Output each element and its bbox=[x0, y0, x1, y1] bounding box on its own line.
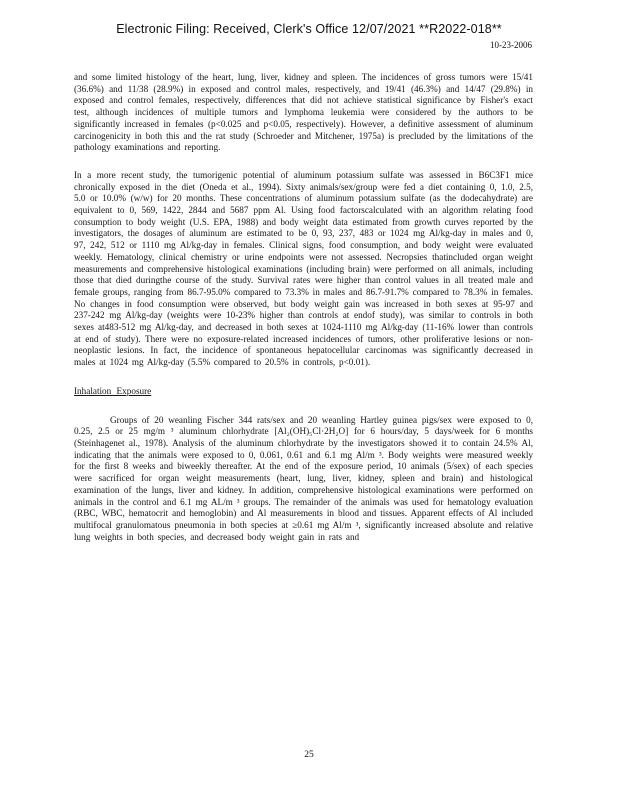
section-heading-inhalation: Inhalation Exposure bbox=[74, 385, 152, 396]
paragraph-mouse-study-continued: and some limited histology of the heart, lung, liver, kidney and spleen. The incidences of gross tumors were 15/41 (36.6%) and 11/38 (28.9%) in exposed and control males, respectively, and 19/41 (46.3%) and 14/47 (29.8%) in exposed and control females, respectively, differences that did not achieve statistical significance by Fisher's exact test, although incidences of multiple tumors and lymphoma leukemia were considered by the authors to be significantly increased in females (p<0.025 and p<0.05, respectively). However, a definitive assessment of aluminum carcinogenicity in both this and the rat study (Schroeder and Mitchener, 1975a) is precluded by the limitations of the pathology examinations and reporting. bbox=[74, 72, 533, 153]
page-number: 25 bbox=[304, 750, 314, 760]
paragraph-oneda-study: In a more recent study, the tumorigenic potential of aluminum potassium sulfate was assessed in B6C3F1 mice chronically exposed in the diet (Oneda et al., 1994). Sixty animals/sex/group were fed a diet containing 0, 1.0, 2.5, 5.0 or 10.0% (w/w) for 20 months. These concentrations of aluminum potassium sulfate (as the dodecahydrate) are equivalent to 0, 569, 1422, 2844 and 5687 ppm Al. Using food factorscalculated with an algorithm relating food consumption to body weight (U.S. EPA, 1988) and body weight data estimated from growth curves reported by the investigators, the dosages of aluminum are estimated to be 0, 93, 237, 483 or 1024 mg Al/kg-day in males and 0, 97, 242, 512 or 1110 mg Al/kg-day in females. Clinical signs, food consumption, and body weight were evaluated weekly. Hematology, clinical chemistry or urine endpoints were not assessed. Necropsies thatincluded organ weight measurements and comprehensive histological examinations (including brain) were performed on all animals, including those that died duringthe course of the study. Survival rates were higher than control values in all treated male and female groups, ranging from 86.7-95.0% compared to 73.3% in males and 86.7-91.7% compared to 78.3% in females. No changes in food consumption were observed, but body weight gain was increased in both sexes at 95-97 and 237-242 mg Al/kg-day (weights were 10-23% higher than controls at endof study), was similar to controls in both sexes at483-512 mg Al/kg-day, and decreased in both sexes at 1024-1110 mg Al/kg-day (11-16% lower than controls at end of study). There were no exposure-related increased incidences of tumors, other proliferative lesions or non-neoplastic lesions. In fact, the incidence of spontaneous hepatocellular carcinomas was significantly decreased in males at 1024 mg Al/kg-day (5.5% compared to 20.5% in controls, p<0.01). bbox=[74, 169, 533, 368]
document-date: 10-23-2006 bbox=[490, 40, 532, 50]
filing-header: Electronic Filing: Received, Clerk's Office 12/07/2021 **R2022-018** bbox=[116, 22, 502, 36]
paragraph-inhalation-study: Groups of 20 weanling Fischer 344 rats/sex and 20 weanling Hartley guinea pigs/sex were exposed to 0, 0.25, 2.5 or 25 mg/m ³ aluminum chlorhydrate [Al₂(OH)₅Cl·2H₂O] for 6 hours/day, 5 days/week for 6 months (Steinhagenet al., 1978). Analysis of the aluminum chlorhydrate by the investigators showed it to contain 24.5% Al, indicating that the animals were exposed to 0, 0.061, 0.61 and 6.1 mg Al/m ³. Body weights were measured weekly for the first 8 weeks and biweekly thereafter. At the end of the exposure period, 10 animals (5/sex) of each species were sacrificed for organ weight measurements (heart, lung, liver, kidney, spleen and brain) and histological examination of the lungs, liver and kidney. In addition, comprehensive histological examinations were performed on animals in the control and 6.1 mg AL/m ³ groups. The remainder of the animals was used for hematology evaluation (RBC, WBC, hematocrit and hemoglobin) and Al measurements in blood and tissues. Apparent effects of Al included multifocal granulomatous pneumonia in both species at ≥0.61 mg Al/m ³, significantly increased absolute and relative lung weights in both species, and decreased body weight gain in rats and bbox=[74, 414, 533, 542]
document-body bbox=[74, 72, 533, 543]
